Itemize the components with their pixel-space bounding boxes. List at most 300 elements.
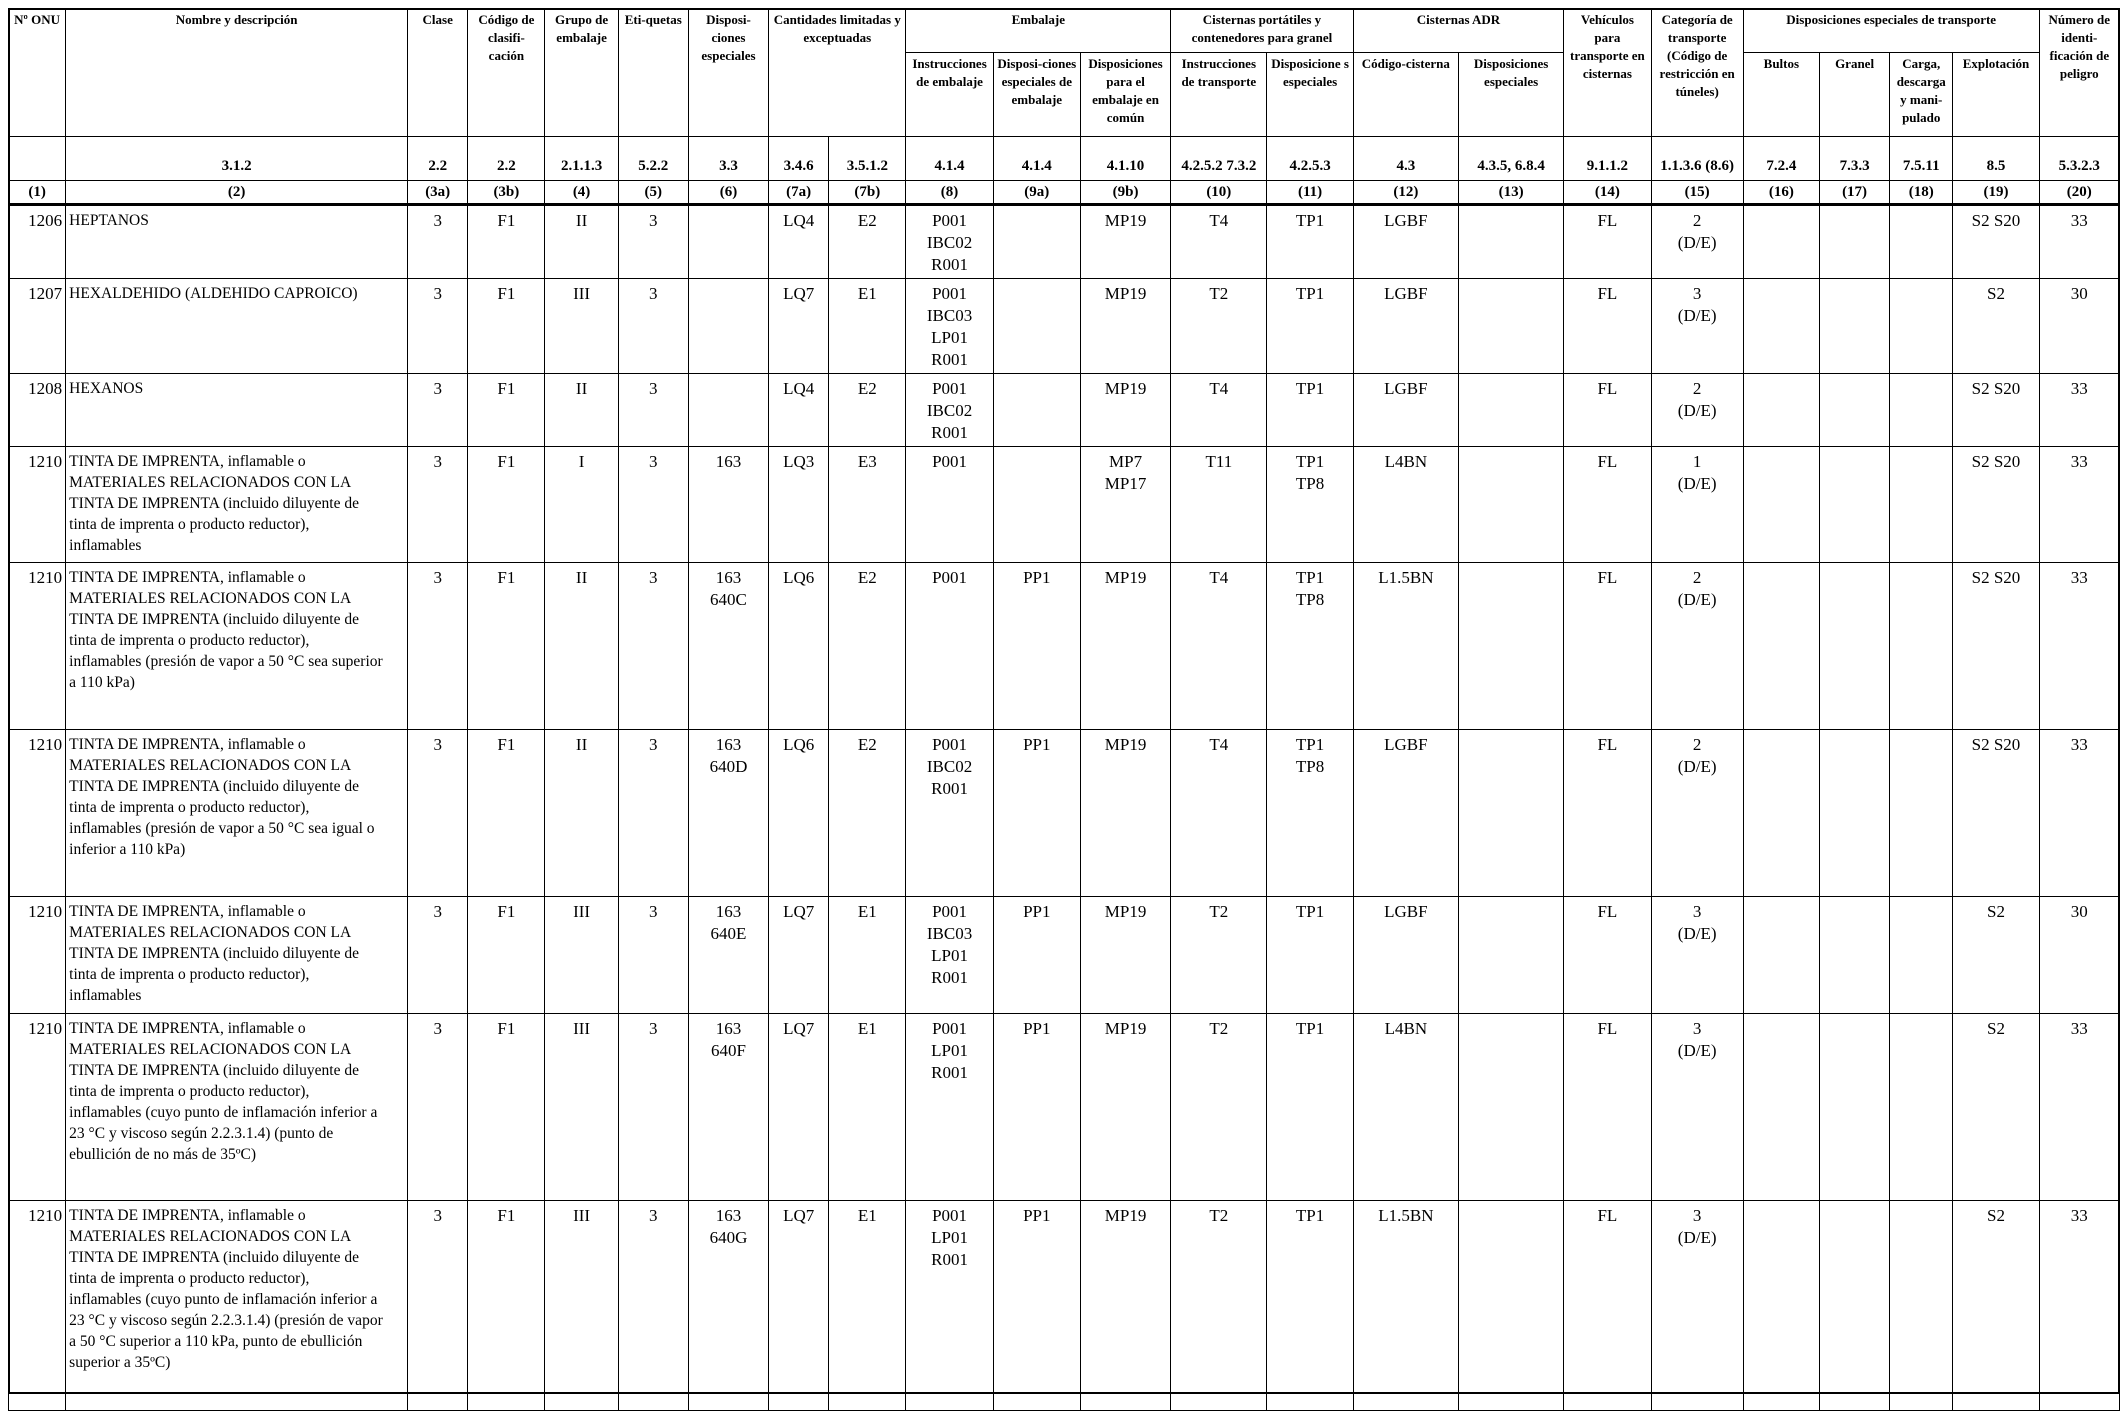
cell-transport-category	[1651, 1014, 1743, 1201]
cell-classification-code: F1	[468, 563, 545, 730]
cell-line: R001	[931, 779, 968, 798]
header-mixed-packing-provisions: Disposiciones para el embalaje en común	[1080, 53, 1170, 137]
cell-transport-instructions: T2	[1171, 279, 1267, 374]
cell-line: 2	[1692, 211, 1702, 230]
cell-line: MATERIALES RELACIONADOS CON LA	[69, 1041, 352, 1058]
cell-line: P001	[932, 284, 968, 303]
cell-tank-code: L4BN	[1353, 447, 1458, 563]
cell-line: LP01	[931, 328, 968, 347]
cell-line: TP1	[1295, 735, 1325, 754]
cell-line: inflamables (presión de vapor a 50 °C sea superior	[69, 653, 383, 670]
cell-name-description	[66, 279, 408, 374]
cell-line: MP19	[1104, 1019, 1147, 1038]
cell-limited-quantity: LQ6	[769, 730, 829, 897]
cell-line: TP8	[1295, 757, 1325, 776]
cell-line: TP1	[1295, 568, 1325, 587]
cell-tank-code: LGBF	[1353, 730, 1458, 897]
cell-tank-special-provisions	[1267, 1201, 1353, 1411]
cell-mixed-packing-provisions	[1080, 205, 1170, 279]
header-adr-tanks: Cisternas ADR	[1353, 9, 1564, 53]
cell-tank-vehicle: FL	[1564, 279, 1651, 374]
cell-line: inferior a 110 kPa)	[69, 841, 186, 858]
cell-loading-handling	[1890, 447, 1953, 563]
ref-cell: 3.4.6	[769, 137, 829, 181]
cell-name-description	[66, 205, 408, 279]
cell-loading-handling	[1890, 1014, 1953, 1201]
cell-packing-group: II	[545, 205, 618, 279]
column-number: (3b)	[468, 181, 545, 205]
cell-line: P001	[932, 568, 968, 587]
cell-packing-instructions	[906, 897, 993, 1014]
cell-line: MP19	[1104, 902, 1147, 921]
cell-tank-code: L4BN	[1353, 1014, 1458, 1201]
cell-special-packing-provisions	[993, 279, 1080, 374]
cell-transport-instructions: T11	[1171, 447, 1267, 563]
cell-special-packing-provisions	[993, 447, 1080, 563]
cell-special-provisions	[688, 447, 768, 563]
cell-line: (D/E)	[1677, 1041, 1717, 1060]
cell-line: TP1	[1295, 284, 1325, 303]
ref-cell: 2.2	[408, 137, 468, 181]
cell-packing-instructions	[906, 1201, 993, 1411]
cell-bulk	[1819, 897, 1889, 1014]
header-tank-code: Código-cisterna	[1353, 53, 1458, 137]
cell-tank-special-provisions	[1267, 447, 1353, 563]
cell-hazard-id-number: 33	[2039, 563, 2119, 730]
cell-special-packing-provisions: PP1	[993, 1014, 1080, 1201]
ref-cell: 5.3.2.3	[2039, 137, 2119, 181]
cell-line: P001	[932, 452, 968, 471]
cell-onu-number: 1210	[9, 447, 66, 563]
cell-line: tinta de imprenta o producto reductor),	[69, 799, 310, 816]
cell-hazard-id-number: 33	[2039, 447, 2119, 563]
cell-labels: 3	[618, 205, 688, 279]
cell-line: (D/E)	[1677, 401, 1717, 420]
cell-line: inflamables (presión de vapor a 50 °C sea igual o	[69, 820, 375, 837]
cell-classification-code: F1	[468, 279, 545, 374]
column-number: (10)	[1171, 181, 1267, 205]
cell-line: a 110 kPa)	[69, 674, 135, 691]
cell-line: TP1	[1295, 902, 1325, 921]
cell-operation: S2 S20	[1953, 374, 2039, 447]
table-row	[9, 205, 2120, 279]
cell-tank-special-provisions	[1267, 374, 1353, 447]
cell-packing-group: II	[545, 374, 618, 447]
cell-labels: 3	[618, 730, 688, 897]
cell-line: TINTA DE IMPRENTA (incluido diluyente de	[69, 1062, 359, 1079]
cell-adr-tank-special-provisions	[1458, 1014, 1563, 1201]
cell-tank-vehicle: FL	[1564, 730, 1651, 897]
cell-line: 163	[715, 1206, 742, 1225]
cell-limited-quantity: LQ7	[769, 897, 829, 1014]
cell-line: TP8	[1295, 474, 1325, 493]
cell-excepted-quantity: E1	[829, 897, 906, 1014]
cell-adr-tank-special-provisions	[1458, 1201, 1563, 1411]
cell-class: 3	[408, 1201, 468, 1411]
cell-hazard-id-number: 30	[2039, 279, 2119, 374]
header-special-transport-provisions: Disposiciones especiales de transporte	[1743, 9, 2039, 53]
cell-line: 23 °C y viscoso según 2.2.3.1.4) (presión de vapor	[69, 1312, 383, 1329]
header-packages: Bultos	[1743, 53, 1819, 137]
cell-operation: S2 S20	[1953, 563, 2039, 730]
cell-hazard-id-number: 33	[2039, 205, 2119, 279]
cell-packing-group: II	[545, 730, 618, 897]
cell-line: MP19	[1104, 284, 1147, 303]
cell-packages	[1743, 730, 1819, 897]
cell-line: 640E	[710, 924, 747, 943]
table-row	[9, 279, 2120, 374]
cell-line: TINTA DE IMPRENTA (incluido diluyente de	[69, 611, 359, 628]
cell-line: MATERIALES RELACIONADOS CON LA	[69, 1228, 352, 1245]
header-adr-tank-special-provisions: Disposiciones especiales	[1458, 53, 1563, 137]
table-row	[9, 1014, 2120, 1201]
table-body	[9, 205, 2120, 1411]
cell-line: tinta de imprenta o producto reductor),	[69, 1083, 310, 1100]
cell-packages	[1743, 447, 1819, 563]
cell-packages	[1743, 1201, 1819, 1411]
cell-special-provisions	[688, 563, 768, 730]
header-packing-instructions: Instrucciones de embalaje	[906, 53, 993, 137]
cell-line: 1	[1692, 452, 1702, 471]
cell-transport-category	[1651, 205, 1743, 279]
cell-line: TINTA DE IMPRENTA, inflamable o	[69, 903, 306, 920]
table-row	[9, 374, 2120, 447]
cell-onu-number: 1208	[9, 374, 66, 447]
cell-excepted-quantity: E1	[829, 1014, 906, 1201]
cell-line: TINTA DE IMPRENTA, inflamable o	[69, 569, 306, 586]
cell-adr-tank-special-provisions	[1458, 279, 1563, 374]
column-number: (2)	[66, 181, 408, 205]
ref-cell: 7.5.11	[1890, 137, 1953, 181]
cell-class: 3	[408, 563, 468, 730]
cell-line: tinta de imprenta o producto reductor),	[69, 516, 310, 533]
cell-packing-instructions	[906, 563, 993, 730]
ref-cell: 2.2	[468, 137, 545, 181]
cell-line: TINTA DE IMPRENTA (incluido diluyente de	[69, 1249, 359, 1266]
cell-line: tinta de imprenta o producto reductor),	[69, 966, 310, 983]
column-number: (4)	[545, 181, 618, 205]
cell-line: TP1	[1295, 1206, 1325, 1225]
cell-special-provisions	[688, 1014, 768, 1201]
cell-classification-code: F1	[468, 205, 545, 279]
cell-line: LP01	[931, 1041, 968, 1060]
ref-cell: 7.3.3	[1819, 137, 1889, 181]
cell-hazard-id-number: 33	[2039, 1201, 2119, 1411]
cell-bulk	[1819, 1014, 1889, 1201]
cell-class: 3	[408, 447, 468, 563]
cell-line: LP01	[931, 946, 968, 965]
table-row	[9, 1201, 2120, 1411]
cell-line: IBC03	[926, 306, 973, 325]
cell-excepted-quantity: E2	[829, 374, 906, 447]
cell-transport-category	[1651, 279, 1743, 374]
cell-operation: S2	[1953, 1014, 2039, 1201]
ref-cell: 2.1.1.3	[545, 137, 618, 181]
cell-adr-tank-special-provisions	[1458, 374, 1563, 447]
cell-excepted-quantity: E1	[829, 1201, 906, 1411]
cell-bulk	[1819, 563, 1889, 730]
cell-line: IBC02	[926, 757, 973, 776]
cell-loading-handling	[1890, 205, 1953, 279]
column-number: (9a)	[993, 181, 1080, 205]
cell-class: 3	[408, 205, 468, 279]
header-special-provisions: Disposi-ciones especiales	[688, 9, 768, 137]
cell-tank-code: L1.5BN	[1353, 1201, 1458, 1411]
cell-onu-number: 1210	[9, 730, 66, 897]
cell-transport-instructions: T4	[1171, 563, 1267, 730]
cell-packing-group: III	[545, 897, 618, 1014]
ref-cell: 4.1.4	[906, 137, 993, 181]
ref-cell: 3.1.2	[66, 137, 408, 181]
cell-special-packing-provisions	[993, 374, 1080, 447]
header-tank-special-provisions: Disposicione s especiales	[1267, 53, 1353, 137]
cell-loading-handling	[1890, 897, 1953, 1014]
cell-line: 640D	[709, 757, 748, 776]
cell-line: inflamables (cuyo punto de inflamación inferior a	[69, 1104, 378, 1121]
cell-loading-handling	[1890, 279, 1953, 374]
cell-line: P001	[932, 735, 968, 754]
column-number: (7b)	[829, 181, 906, 205]
cell-line: 3	[1692, 1206, 1702, 1225]
cell-line: 163	[715, 735, 742, 754]
cell-line: R001	[931, 968, 968, 987]
cell-special-provisions	[688, 374, 768, 447]
column-number: (20)	[2039, 181, 2119, 205]
cell-limited-quantity: LQ7	[769, 1201, 829, 1411]
cell-adr-tank-special-provisions	[1458, 730, 1563, 897]
cell-line: MP17	[1104, 474, 1147, 493]
cell-name-description	[66, 563, 408, 730]
cell-adr-tank-special-provisions	[1458, 563, 1563, 730]
cell-packing-instructions	[906, 447, 993, 563]
cell-limited-quantity: LQ3	[769, 447, 829, 563]
cell-line: TINTA DE IMPRENTA (incluido diluyente de	[69, 778, 359, 795]
cell-mixed-packing-provisions	[1080, 730, 1170, 897]
cell-special-packing-provisions	[993, 205, 1080, 279]
cell-line: HEPTANOS	[69, 212, 149, 229]
cell-line: R001	[931, 423, 968, 442]
ref-cell: 4.1.4	[993, 137, 1080, 181]
cell-tank-vehicle: FL	[1564, 205, 1651, 279]
header-transport-category: Categoría de transporte (Código de restricción en túneles)	[1651, 9, 1743, 137]
column-number: (7a)	[769, 181, 829, 205]
cell-labels: 3	[618, 1201, 688, 1411]
ref-cell: 4.2.5.3	[1267, 137, 1353, 181]
cell-line: MP19	[1104, 1206, 1147, 1225]
cell-line: (D/E)	[1677, 306, 1717, 325]
cell-tank-special-provisions	[1267, 897, 1353, 1014]
column-number: (11)	[1267, 181, 1353, 205]
cell-adr-tank-special-provisions	[1458, 205, 1563, 279]
cell-name-description	[66, 1014, 408, 1201]
ref-cell: 4.1.10	[1080, 137, 1170, 181]
cell-transport-category	[1651, 1201, 1743, 1411]
header-packaging: Embalaje	[906, 9, 1171, 53]
cell-line: TINTA DE IMPRENTA (incluido diluyente de	[69, 495, 359, 512]
cell-tank-code: LGBF	[1353, 897, 1458, 1014]
cell-line: R001	[931, 350, 968, 369]
cell-transport-category	[1651, 374, 1743, 447]
cell-classification-code: F1	[468, 374, 545, 447]
cell-line: 3	[1692, 1019, 1702, 1038]
cell-bulk	[1819, 205, 1889, 279]
cell-tank-special-provisions	[1267, 563, 1353, 730]
cell-line: 23 °C y viscoso según 2.2.3.1.4) (punto de	[69, 1125, 334, 1142]
header-loading-handling: Carga, descarga y mani-pulado	[1890, 53, 1953, 137]
cell-loading-handling	[1890, 374, 1953, 447]
cell-transport-instructions: T2	[1171, 897, 1267, 1014]
cell-line: 3	[1692, 284, 1702, 303]
cell-special-provisions	[688, 1201, 768, 1411]
cell-adr-tank-special-provisions	[1458, 897, 1563, 1014]
cell-labels: 3	[618, 897, 688, 1014]
header-portable-tanks: Cisternas portátiles y contenedores para granel	[1171, 9, 1354, 53]
cell-line: MATERIALES RELACIONADOS CON LA	[69, 924, 352, 941]
cell-packing-instructions	[906, 205, 993, 279]
cell-line: ebullición de no más de 35ºC)	[69, 1146, 257, 1163]
cell-special-provisions	[688, 279, 768, 374]
cell-line: 163	[715, 568, 742, 587]
cell-tank-code: LGBF	[1353, 374, 1458, 447]
header-class: Clase	[408, 9, 468, 137]
cell-tank-special-provisions	[1267, 1014, 1353, 1201]
cell-special-packing-provisions: PP1	[993, 730, 1080, 897]
column-number: (16)	[1743, 181, 1819, 205]
cell-line: TINTA DE IMPRENTA (incluido diluyente de	[69, 945, 359, 962]
cell-packing-group: III	[545, 1201, 618, 1411]
cell-line: IBC02	[926, 401, 973, 420]
cell-packages	[1743, 374, 1819, 447]
ref-cell: 9.1.1.2	[1564, 137, 1651, 181]
cell-name-description	[66, 1201, 408, 1411]
cell-line: tinta de imprenta o producto reductor),	[69, 632, 310, 649]
header-operation: Explotación	[1953, 53, 2039, 137]
cell-classification-code: F1	[468, 447, 545, 563]
header-labels: Eti-quetas	[618, 9, 688, 137]
cell-line: MATERIALES RELACIONADOS CON LA	[69, 474, 352, 491]
cell-special-provisions	[688, 897, 768, 1014]
cell-packing-group: III	[545, 279, 618, 374]
ref-cell: 5.2.2	[618, 137, 688, 181]
header-hazard-id-number: Número de identi-ficación de peligro	[2039, 9, 2119, 137]
column-number: (5)	[618, 181, 688, 205]
header-classification-code: Código de clasifi-cación	[468, 9, 545, 137]
cell-line: (D/E)	[1677, 924, 1717, 943]
table-row	[9, 897, 2120, 1014]
column-number: (8)	[906, 181, 993, 205]
cell-packing-group: III	[545, 1014, 618, 1201]
adr-dangerous-goods-table	[8, 8, 2120, 1411]
cell-line: P001	[932, 379, 968, 398]
cell-line: 163	[715, 902, 742, 921]
column-number: (14)	[1564, 181, 1651, 205]
ref-cell: 1.1.3.6 (8.6)	[1651, 137, 1743, 181]
column-number: (1)	[9, 181, 66, 205]
cell-line: TP1	[1295, 211, 1325, 230]
ref-cell: 3.3	[688, 137, 768, 181]
cell-special-packing-provisions: PP1	[993, 897, 1080, 1014]
header-packing-group: Grupo de embalaje	[545, 9, 618, 137]
cell-line: (D/E)	[1677, 590, 1717, 609]
cell-hazard-id-number: 33	[2039, 1014, 2119, 1201]
cell-line: MP19	[1104, 211, 1147, 230]
cell-transport-instructions: T2	[1171, 1201, 1267, 1411]
cell-bulk	[1819, 374, 1889, 447]
cell-tank-vehicle: FL	[1564, 1014, 1651, 1201]
cell-line: 2	[1692, 568, 1702, 587]
cell-packages	[1743, 563, 1819, 730]
cell-line: TP1	[1295, 452, 1325, 471]
cell-line: TINTA DE IMPRENTA, inflamable o	[69, 453, 306, 470]
ref-cell: 3.5.1.2	[829, 137, 906, 181]
cell-limited-quantity: LQ7	[769, 279, 829, 374]
column-number: (12)	[1353, 181, 1458, 205]
cell-line: inflamables (cuyo punto de inflamación inferior a	[69, 1291, 378, 1308]
cell-line: TP8	[1295, 590, 1325, 609]
column-number: (17)	[1819, 181, 1889, 205]
cell-limited-quantity: LQ7	[769, 1014, 829, 1201]
cell-transport-category	[1651, 447, 1743, 563]
cell-line: a 50 °C superior a 110 kPa, punto de ebullición	[69, 1333, 363, 1350]
cell-special-packing-provisions: PP1	[993, 563, 1080, 730]
cell-line: (D/E)	[1677, 474, 1717, 493]
header-name-description: Nombre y descripción	[66, 9, 408, 137]
cell-mixed-packing-provisions	[1080, 897, 1170, 1014]
cell-line: MATERIALES RELACIONADOS CON LA	[69, 590, 352, 607]
cell-name-description	[66, 374, 408, 447]
cell-line: MATERIALES RELACIONADOS CON LA	[69, 757, 352, 774]
cell-packing-group: I	[545, 447, 618, 563]
cell-mixed-packing-provisions	[1080, 279, 1170, 374]
cell-tank-special-provisions	[1267, 205, 1353, 279]
cell-packages	[1743, 279, 1819, 374]
cell-transport-category	[1651, 563, 1743, 730]
cell-line: 640F	[710, 1041, 746, 1060]
header-onu-number: Nº ONU	[9, 9, 66, 137]
cell-operation: S2 S20	[1953, 730, 2039, 897]
cell-onu-number: 1210	[9, 897, 66, 1014]
cell-onu-number: 1210	[9, 1014, 66, 1201]
cell-line: R001	[931, 1063, 968, 1082]
cell-hazard-id-number: 30	[2039, 897, 2119, 1014]
cell-operation: S2 S20	[1953, 205, 2039, 279]
cell-line: 640G	[709, 1228, 748, 1247]
cell-line: 163	[715, 452, 742, 471]
cell-line: inflamables	[69, 987, 142, 1004]
cell-class: 3	[408, 897, 468, 1014]
cell-line: MP19	[1104, 735, 1147, 754]
cell-line: tinta de imprenta o producto reductor),	[69, 1270, 310, 1287]
cell-packages	[1743, 205, 1819, 279]
cell-excepted-quantity: E2	[829, 730, 906, 897]
cell-line: IBC03	[926, 924, 973, 943]
cell-adr-tank-special-provisions	[1458, 447, 1563, 563]
cell-transport-category	[1651, 730, 1743, 897]
cell-line: inflamables	[69, 537, 142, 554]
table-header	[9, 9, 2120, 205]
cell-line: R001	[931, 1250, 968, 1269]
cell-line: MP19	[1104, 379, 1147, 398]
cell-special-packing-provisions: PP1	[993, 1201, 1080, 1411]
cell-hazard-id-number: 33	[2039, 374, 2119, 447]
column-number: (15)	[1651, 181, 1743, 205]
cell-mixed-packing-provisions	[1080, 447, 1170, 563]
cell-excepted-quantity: E2	[829, 205, 906, 279]
cell-limited-quantity: LQ6	[769, 563, 829, 730]
cell-line: P001	[932, 1019, 968, 1038]
cell-line: R001	[931, 255, 968, 274]
cell-tank-special-provisions	[1267, 279, 1353, 374]
